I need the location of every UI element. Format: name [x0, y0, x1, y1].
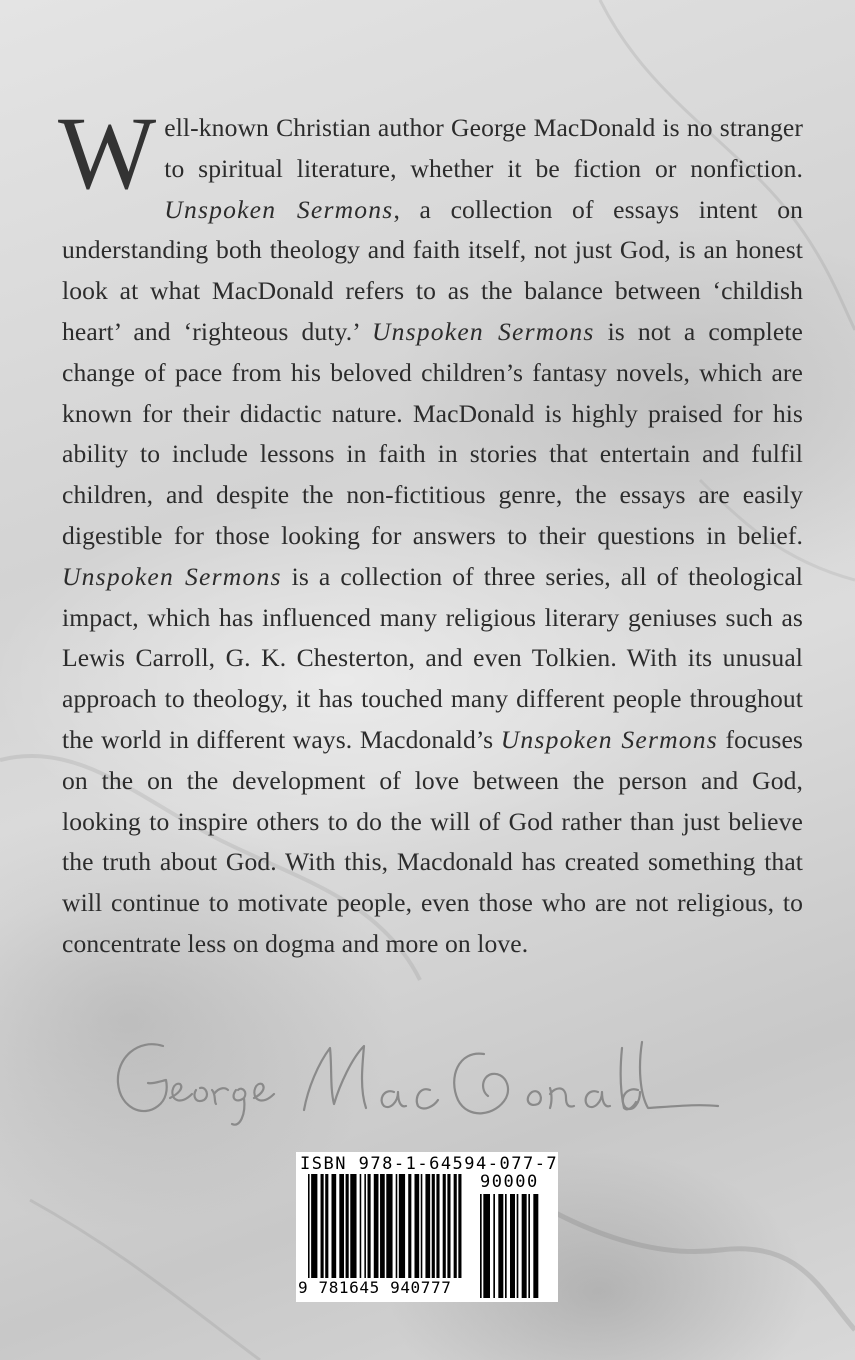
barcode-bar — [493, 1194, 495, 1298]
barcode-bar — [480, 1194, 482, 1298]
barcode-bar — [364, 1174, 366, 1278]
barcode-bar — [432, 1174, 435, 1278]
barcode-bar — [421, 1174, 423, 1278]
barcode-bar — [454, 1174, 457, 1278]
barcode-bar — [374, 1174, 379, 1278]
barcode-bar — [483, 1194, 490, 1298]
book-title-italic: Unspoken Sermons — [500, 724, 718, 754]
barcode-digits: 9 781645 940777 — [298, 1278, 474, 1300]
barcode-bar — [346, 1174, 349, 1278]
barcode-bar — [399, 1174, 405, 1278]
barcode-bar — [443, 1174, 446, 1278]
signature-text: George Mac Donald — [108, 1028, 117, 1029]
blurb-text-3: is not a complete change of pace from his beloved children’s fantasy novels, which are known for their didactic nature. MacDonald is highly praised for his ability to include lessons in faith in stories that entertain and fulfil children, and despite the non-fictitious genre, the essays are easily digestible for those looking for answers to their questions in belief. — [62, 316, 803, 550]
barcode-bar — [408, 1174, 411, 1278]
barcode-bar — [458, 1174, 461, 1278]
book-title-italic: Unspoken Sermons — [371, 316, 595, 346]
barcode-bars-addon — [480, 1194, 550, 1298]
barcode-bar — [321, 1174, 324, 1278]
isbn-label: ISBN 978-1-64594-077-7 — [300, 1154, 559, 1174]
barcode-bar — [436, 1174, 439, 1278]
barcode-bar — [325, 1174, 328, 1278]
barcode-bar — [517, 1194, 519, 1298]
barcode-bar — [396, 1174, 398, 1278]
barcode-bar — [447, 1174, 450, 1278]
barcode-bar — [308, 1174, 310, 1278]
barcode-bar — [311, 1174, 317, 1278]
blurb-text-2: , a collection of essays intent on understanding both theology and faith itself, not just God, is an honest look at what MacDonald refers to as the balance between ‘childish heart’ and ‘righteous duty.’ — [62, 194, 803, 346]
barcode-bar — [360, 1174, 362, 1278]
book-title-italic: Unspoken Sermons — [164, 194, 394, 224]
barcode-bar — [386, 1174, 392, 1278]
barcode-bar — [425, 1174, 430, 1278]
drop-cap: W — [58, 96, 157, 211]
author-signature — [108, 1028, 728, 1138]
barcode-bar — [414, 1174, 419, 1278]
blurb-text-4: is a collection of three series, all of theological impact, which has influenced many religious literary geniuses such as Lewis Carroll, G. K. Chesterton, and even Tolkien. With its unusual approach to theology, it has touched many different people throughout the world in different ways. Macdonald’s — [62, 561, 803, 754]
barcode-bar — [505, 1194, 507, 1298]
barcode-bar — [510, 1194, 515, 1298]
barcode-bar — [498, 1194, 503, 1298]
book-title-italic: Unspoken Sermons — [62, 561, 282, 591]
barcode-bar — [533, 1194, 538, 1298]
barcode-bar — [339, 1174, 344, 1278]
price-code: 90000 — [480, 1172, 539, 1192]
blurb-text-5: focuses on the on the development of love between the person and God, looking to inspire others to do the will of God rather than just believe the truth about God. With this, Macdonald has created something that will continue to motivate people, even those who are not religious, to concentrate less on dogma and more on love. — [62, 724, 803, 958]
barcode-bar — [380, 1174, 385, 1278]
barcode-bar — [528, 1194, 530, 1298]
barcode-bar — [350, 1174, 356, 1278]
barcode-bar — [368, 1174, 371, 1278]
blurb-text-1: ell-known Christian author George MacDonald is no stranger to spiritual literature, whether it be fiction or nonfiction. — [164, 113, 803, 183]
barcode-bar — [522, 1194, 527, 1298]
isbn-barcode — [296, 1152, 558, 1302]
barcode-bar — [331, 1174, 336, 1278]
barcode-bars-main — [308, 1174, 474, 1278]
back-cover-blurb — [58, 96, 803, 965]
